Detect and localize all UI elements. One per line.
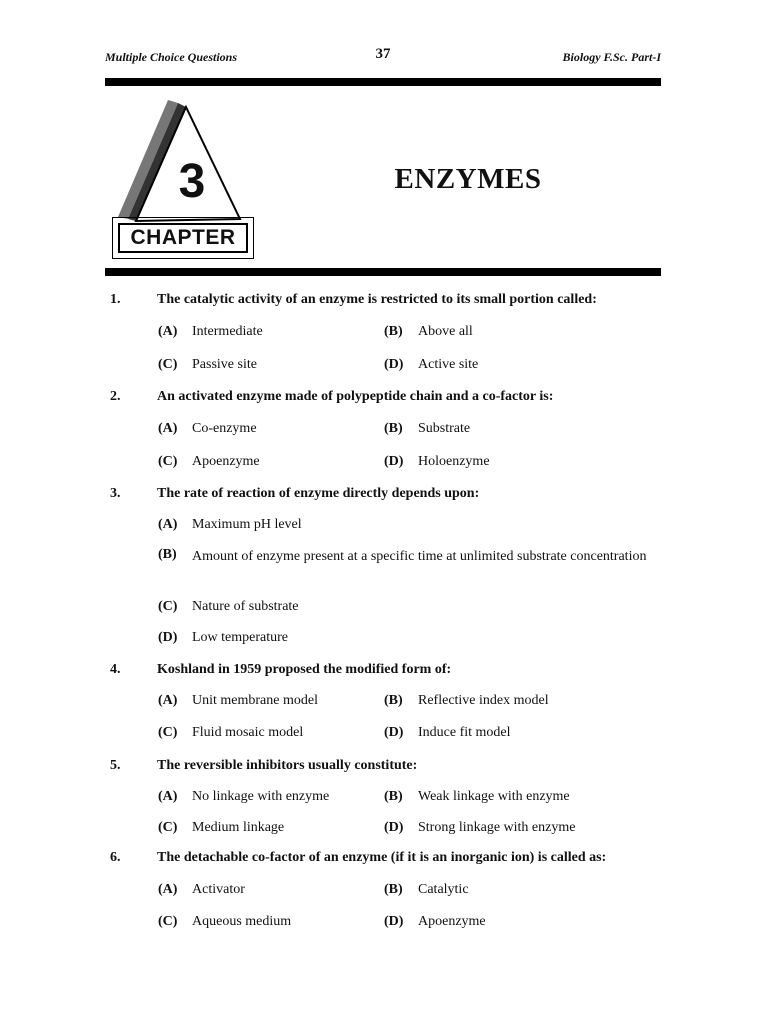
question-text: An activated enzyme made of polypeptide chain and a co-factor is: bbox=[157, 389, 554, 404]
question-number: 4. bbox=[110, 662, 121, 677]
option-letter: (C) bbox=[158, 725, 178, 740]
header-book-section: Multiple Choice Questions bbox=[105, 50, 238, 64]
question-number: 1. bbox=[110, 292, 121, 307]
header-book-title: Biology F.Sc. Part-I bbox=[562, 50, 661, 64]
option-text: Substrate bbox=[418, 421, 471, 436]
option-letter: (D) bbox=[384, 454, 404, 469]
option-letter: (A) bbox=[158, 421, 178, 436]
question-number: 6. bbox=[110, 850, 121, 865]
option-letter: (A) bbox=[158, 517, 178, 532]
option-text: Fluid mosaic model bbox=[192, 725, 304, 740]
option-letter: (D) bbox=[384, 725, 404, 740]
option-text: Catalytic bbox=[418, 882, 469, 897]
option-letter: (A) bbox=[158, 693, 178, 708]
option-text: Strong linkage with enzyme bbox=[418, 820, 576, 835]
option-text: Maximum pH level bbox=[192, 517, 302, 532]
option-text: Weak linkage with enzyme bbox=[418, 789, 570, 804]
chapter-number: 3 bbox=[178, 155, 206, 208]
option-text: Medium linkage bbox=[192, 820, 285, 835]
option-text: Co-enzyme bbox=[192, 421, 257, 436]
question-number: 3. bbox=[110, 486, 121, 501]
option-letter: (B) bbox=[384, 421, 403, 436]
option-letter: (B) bbox=[158, 547, 177, 562]
option-letter: (C) bbox=[158, 820, 178, 835]
chapter-emblem bbox=[108, 95, 258, 265]
option-letter: (C) bbox=[158, 357, 178, 372]
option-text: Above all bbox=[418, 324, 473, 339]
question-number: 2. bbox=[110, 389, 121, 404]
chapter-title: ENZYMES bbox=[394, 163, 542, 195]
question-text: The rate of reaction of enzyme directly depends upon: bbox=[157, 486, 480, 501]
option-text: No linkage with enzyme bbox=[192, 789, 330, 804]
question-text: The reversible inhibitors usually constitute: bbox=[157, 758, 418, 773]
option-letter: (B) bbox=[384, 789, 403, 804]
option-text: Amount of enzyme present at a specific time at unlimited substrate concentration bbox=[192, 549, 647, 564]
option-text: Unit membrane model bbox=[192, 693, 318, 708]
page-number: 37 bbox=[375, 46, 391, 62]
question-text: Koshland in 1959 proposed the modified form of: bbox=[157, 662, 452, 677]
option-text: Active site bbox=[418, 357, 479, 372]
option-letter: (B) bbox=[384, 324, 403, 339]
option-letter: (B) bbox=[384, 882, 403, 897]
top-divider bbox=[105, 78, 661, 86]
option-letter: (D) bbox=[158, 630, 178, 645]
question-text: The catalytic activity of an enzyme is restricted to its small portion called: bbox=[157, 292, 597, 307]
question-number: 5. bbox=[110, 758, 121, 773]
option-letter: (B) bbox=[384, 693, 403, 708]
running-header bbox=[105, 48, 661, 68]
option-letter: (A) bbox=[158, 882, 178, 897]
chapter-label: CHAPTER bbox=[118, 223, 248, 253]
option-text: Activator bbox=[192, 882, 245, 897]
option-letter: (A) bbox=[158, 324, 178, 339]
option-letter: (C) bbox=[158, 914, 178, 929]
option-text: Induce fit model bbox=[418, 725, 511, 740]
option-text: Holoenzyme bbox=[418, 454, 490, 469]
option-text: Reflective index model bbox=[418, 693, 549, 708]
bottom-divider bbox=[105, 268, 661, 276]
option-text: Intermediate bbox=[192, 324, 263, 339]
option-letter: (A) bbox=[158, 789, 178, 804]
option-text: Nature of substrate bbox=[192, 599, 299, 614]
option-text: Apoenzyme bbox=[192, 454, 260, 469]
option-letter: (D) bbox=[384, 820, 404, 835]
option-text: Aqueous medium bbox=[192, 914, 292, 929]
option-letter: (D) bbox=[384, 914, 404, 929]
option-text: Apoenzyme bbox=[418, 914, 486, 929]
option-letter: (C) bbox=[158, 599, 178, 614]
option-text: Low temperature bbox=[192, 630, 289, 645]
question-text: The detachable co-factor of an enzyme (if it is an inorganic ion) is called as: bbox=[157, 850, 607, 865]
option-letter: (C) bbox=[158, 454, 178, 469]
option-text: Passive site bbox=[192, 357, 257, 372]
option-letter: (D) bbox=[384, 357, 404, 372]
